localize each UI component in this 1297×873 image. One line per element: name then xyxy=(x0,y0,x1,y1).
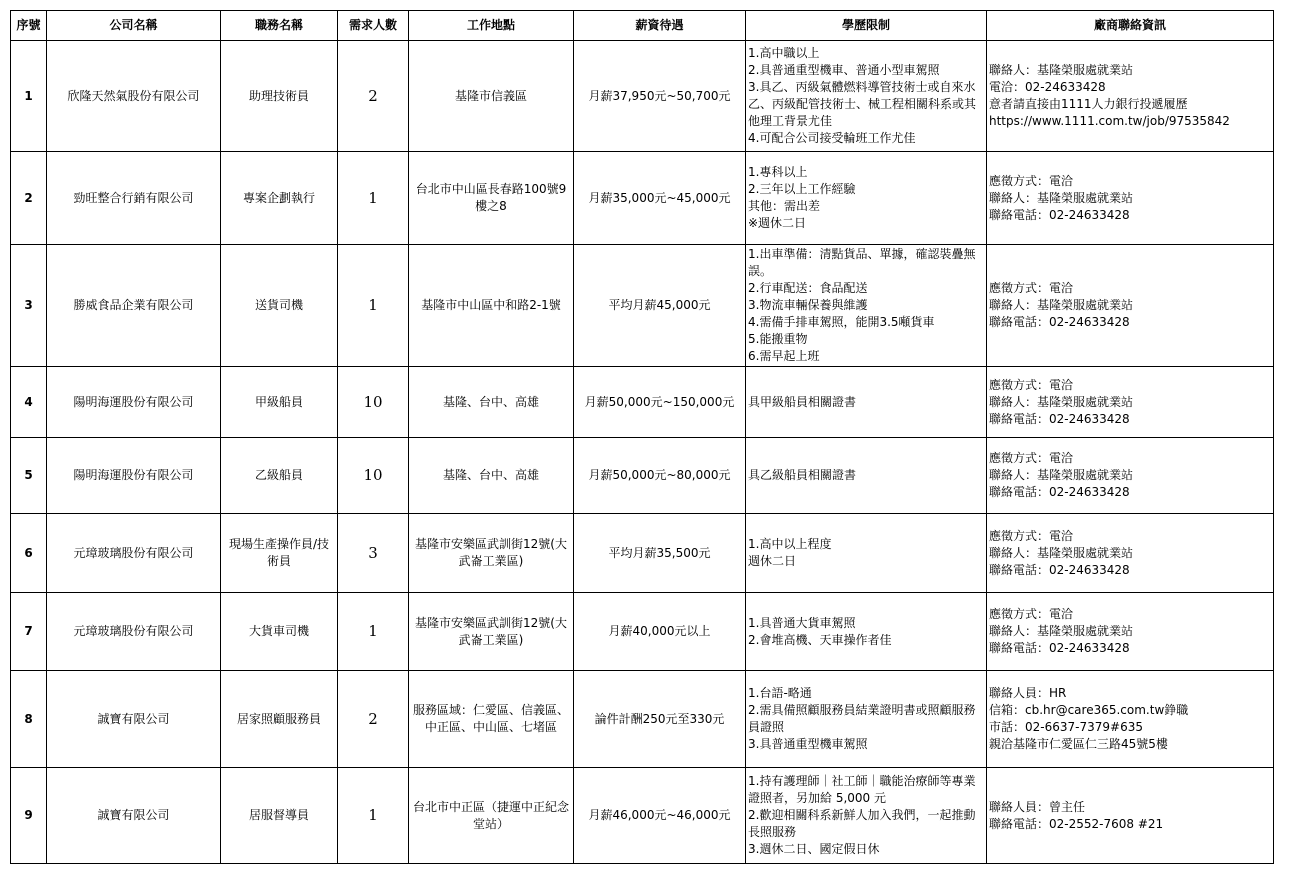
header-row xyxy=(11,11,1274,41)
company-cell: 陽明海運股份有限公司 xyxy=(47,438,221,514)
job-title-cell: 甲級船員 xyxy=(221,367,338,438)
contact-cell xyxy=(987,514,1274,593)
header-cell: 學歷限制 xyxy=(746,11,987,41)
salary-cell: 月薪40,000元以上 xyxy=(574,593,746,671)
requirements-cell-line: 2.需具備照顧服務員結業證明書或照顧服務員證照 xyxy=(748,703,976,734)
location-cell: 基隆、台中、高雄 xyxy=(409,438,574,514)
job-title-cell: 居服督導員 xyxy=(221,768,338,864)
salary-cell: 論件計酬250元至330元 xyxy=(574,671,746,768)
requirements-cell xyxy=(746,514,987,593)
job-title-cell: 居家照顧服務員 xyxy=(221,671,338,768)
contact-cell-line: 聯絡人：基隆榮服處就業站 xyxy=(989,468,1134,482)
requirements-cell-line: ※週休二日 xyxy=(748,216,807,230)
requirements-cell xyxy=(746,438,987,514)
requirements-cell-line: 6.需早起上班 xyxy=(748,349,820,363)
company-cell: 元璋玻璃股份有限公司 xyxy=(47,514,221,593)
requirements-cell-line: 1.高中職以上 xyxy=(748,46,820,60)
contact-cell xyxy=(987,152,1274,245)
header-cell: 職務名稱 xyxy=(221,11,338,41)
location-cell: 服務區域：仁愛區、信義區、中正區、中山區、七堵區 xyxy=(409,671,574,768)
contact-cell-line: 聯絡人：基隆榮服處就業站 xyxy=(989,394,1134,409)
headcount-cell: 2 xyxy=(338,671,409,768)
requirements-cell-line: 其他：需出差 xyxy=(748,199,821,213)
contact-cell-line: 信箱：cb.hr@care365.com.tw錚職 xyxy=(989,703,1189,717)
seq-cell: 8 xyxy=(11,671,47,768)
location-cell: 基隆市信義區 xyxy=(409,41,574,152)
job-title-cell: 送貨司機 xyxy=(221,245,338,367)
headcount-cell: 1 xyxy=(338,245,409,367)
table-row xyxy=(11,245,1274,367)
header-cell: 工作地點 xyxy=(409,11,574,41)
contact-cell-line: 應徵方式：電洽 xyxy=(989,281,1074,295)
table-row xyxy=(11,41,1274,152)
contact-cell-line: 應徵方式：電洽 xyxy=(989,451,1074,465)
contact-cell-line: 聯絡人員：曾主任 xyxy=(989,799,1086,814)
salary-cell: 平均月薪45,000元 xyxy=(574,245,746,367)
contact-cell-line: 聯絡電話：02-2552-7608 #21 xyxy=(989,816,1164,831)
seq-cell: 4 xyxy=(11,367,47,438)
salary-cell: 月薪50,000元~150,000元 xyxy=(574,367,746,438)
job-listing-table xyxy=(10,10,1274,864)
company-cell: 勁旺整合行銷有限公司 xyxy=(47,152,221,245)
contact-cell-line: 聯絡人：基隆榮服處就業站 xyxy=(989,298,1134,312)
contact-cell xyxy=(987,671,1274,768)
requirements-cell-line: 1.持有護理師｜社工師｜職能治療師等專業證照者，另加給 5,000 元 xyxy=(748,774,976,805)
headcount-cell: 3 xyxy=(338,514,409,593)
contact-cell-line: 應徵方式：電洽 xyxy=(989,528,1074,543)
company-cell: 陽明海運股份有限公司 xyxy=(47,367,221,438)
requirements-cell-line: 具甲級船員相關證書 xyxy=(748,394,857,409)
contact-cell xyxy=(987,593,1274,671)
requirements-cell-line: 具乙級船員相關證書 xyxy=(748,468,857,482)
contact-cell xyxy=(987,367,1274,438)
job-title-cell: 現場生產操作員/技術員 xyxy=(221,514,338,593)
salary-cell: 平均月薪35,500元 xyxy=(574,514,746,593)
header-cell: 需求人數 xyxy=(338,11,409,41)
location-cell: 基隆市安樂區武訓街12號(大武崙工業區) xyxy=(409,514,574,593)
contact-cell xyxy=(987,438,1274,514)
salary-cell: 月薪50,000元~80,000元 xyxy=(574,438,746,514)
requirements-cell-line: 1.出車準備：清點貨品、單據，確認裝疊無誤。 xyxy=(748,247,976,278)
contact-cell-line: 聯絡電話：02-24633428 xyxy=(989,207,1130,222)
salary-cell: 月薪37,950元~50,700元 xyxy=(574,41,746,152)
table-row xyxy=(11,438,1274,514)
contact-cell-line: 應徵方式：電洽 xyxy=(989,607,1074,621)
requirements-cell-line: 1.專科以上 xyxy=(748,165,808,179)
requirements-cell-line: 3.具普通重型機車駕照 xyxy=(748,737,868,751)
header-cell: 薪資待遇 xyxy=(574,11,746,41)
header-cell: 公司名稱 xyxy=(47,11,221,41)
headcount-cell: 10 xyxy=(338,438,409,514)
salary-cell: 月薪46,000元~46,000元 xyxy=(574,768,746,864)
job-title-cell: 專案企劃執行 xyxy=(221,152,338,245)
contact-cell-line: 聯絡電話：02-24633428 xyxy=(989,562,1130,577)
requirements-cell xyxy=(746,768,987,864)
contact-cell-line: 親洽基隆市仁愛區仁三路45號5樓 xyxy=(989,737,1168,751)
requirements-cell-line: 2.三年以上工作經驗 xyxy=(748,182,856,196)
location-cell: 台北市中正區（捷運中正紀念堂站） xyxy=(409,768,574,864)
location-cell: 台北市中山區長春路100號9樓之8 xyxy=(409,152,574,245)
header-cell: 序號 xyxy=(11,11,47,41)
company-cell: 誠寶有限公司 xyxy=(47,768,221,864)
job-title-cell: 大貨車司機 xyxy=(221,593,338,671)
requirements-cell-line: 3.物流車輛保養與維護 xyxy=(748,298,868,312)
table-row xyxy=(11,768,1274,864)
contact-cell-line: 聯絡人：基隆榮服處就業站 xyxy=(989,190,1134,205)
headcount-cell: 2 xyxy=(338,41,409,152)
requirements-cell-line: 2.行車配送：食品配送 xyxy=(748,281,868,295)
requirements-cell-line: 1.具普通大貨車駕照 xyxy=(748,615,856,630)
header-cell: 廠商聯絡資訊 xyxy=(987,11,1274,41)
requirements-cell xyxy=(746,41,987,152)
requirements-cell xyxy=(746,245,987,367)
seq-cell: 7 xyxy=(11,593,47,671)
contact-cell-line: 聯絡人：基隆榮服處就業站 xyxy=(989,545,1134,560)
table-row xyxy=(11,593,1274,671)
contact-cell-line: https://www.1111.com.tw/job/97535842 xyxy=(989,114,1230,128)
requirements-cell-line: 3.週休二日、國定假日休 xyxy=(748,842,880,856)
contact-cell-line: 聯絡電話：02-24633428 xyxy=(989,411,1130,426)
table-row xyxy=(11,367,1274,438)
table-row xyxy=(11,671,1274,768)
requirements-cell-line: 2.會堆高機、天車操作者佳 xyxy=(748,632,892,647)
company-cell: 誠寶有限公司 xyxy=(47,671,221,768)
contact-cell-line: 市話：02-6637-7379#635 xyxy=(989,720,1143,734)
table-row xyxy=(11,514,1274,593)
company-cell: 元璋玻璃股份有限公司 xyxy=(47,593,221,671)
company-cell: 欣隆天然氣股份有限公司 xyxy=(47,41,221,152)
seq-cell: 5 xyxy=(11,438,47,514)
table-row xyxy=(11,152,1274,245)
headcount-cell: 10 xyxy=(338,367,409,438)
job-title-cell: 助理技術員 xyxy=(221,41,338,152)
seq-cell: 6 xyxy=(11,514,47,593)
headcount-cell: 1 xyxy=(338,768,409,864)
requirements-cell-line: 1.高中以上程度 xyxy=(748,537,832,551)
requirements-cell xyxy=(746,671,987,768)
contact-cell xyxy=(987,245,1274,367)
seq-cell: 2 xyxy=(11,152,47,245)
location-cell: 基隆市中山區中和路2-1號 xyxy=(409,245,574,367)
location-cell: 基隆市安樂區武訓街12號(大武崙工業區) xyxy=(409,593,574,671)
contact-cell xyxy=(987,768,1274,864)
requirements-cell xyxy=(746,152,987,245)
contact-cell xyxy=(987,41,1274,152)
requirements-cell-line: 1.台語-略通 xyxy=(748,686,812,700)
location-cell: 基隆、台中、高雄 xyxy=(409,367,574,438)
headcount-cell: 1 xyxy=(338,593,409,671)
seq-cell: 1 xyxy=(11,41,47,152)
requirements-cell-line: 4.需備手排車駕照，能開3.5噸貨車 xyxy=(748,315,935,329)
seq-cell: 3 xyxy=(11,245,47,367)
contact-cell-line: 應徵方式：電洽 xyxy=(989,377,1074,392)
requirements-cell-line: 2.歡迎相關科系新鮮人加入我們，一起推動長照服務 xyxy=(748,808,976,839)
contact-cell-line: 意者請直接由1111人力銀行投遞履歷 xyxy=(989,97,1188,111)
requirements-cell xyxy=(746,367,987,438)
company-cell: 勝威食品企業有限公司 xyxy=(47,245,221,367)
job-title-cell: 乙級船員 xyxy=(221,438,338,514)
contact-cell-line: 聯絡人：基隆榮服處就業站 xyxy=(989,624,1134,638)
contact-cell-line: 聯絡電話：02-24633428 xyxy=(989,485,1130,499)
contact-cell-line: 聯絡電話：02-24633428 xyxy=(989,315,1130,329)
requirements-cell-line: 4.可配合公司接受輪班工作尤佳 xyxy=(748,131,916,145)
contact-cell-line: 應徵方式：電洽 xyxy=(989,173,1074,188)
requirements-cell-line: 週休二日 xyxy=(748,554,797,568)
contact-cell-line: 聯絡電話：02-24633428 xyxy=(989,641,1130,655)
contact-cell-line: 電洽：02-24633428 xyxy=(989,80,1106,94)
contact-cell-line: 聯絡人：基隆榮服處就業站 xyxy=(989,63,1134,77)
salary-cell: 月薪35,000元~45,000元 xyxy=(574,152,746,245)
seq-cell: 9 xyxy=(11,768,47,864)
contact-cell-line: 聯絡人員：HR xyxy=(989,686,1067,700)
requirements-cell-line: 5.能搬重物 xyxy=(748,332,808,346)
requirements-cell-line: 2.具普通重型機車、普通小型車駕照 xyxy=(748,63,940,77)
requirements-cell-line: 3.具乙、丙級氣體燃料導管技術士或自來水乙、丙級配管技術士、械工程相關科系或其他理工背景尤佳 xyxy=(748,80,977,128)
requirements-cell xyxy=(746,593,987,671)
headcount-cell: 1 xyxy=(338,152,409,245)
